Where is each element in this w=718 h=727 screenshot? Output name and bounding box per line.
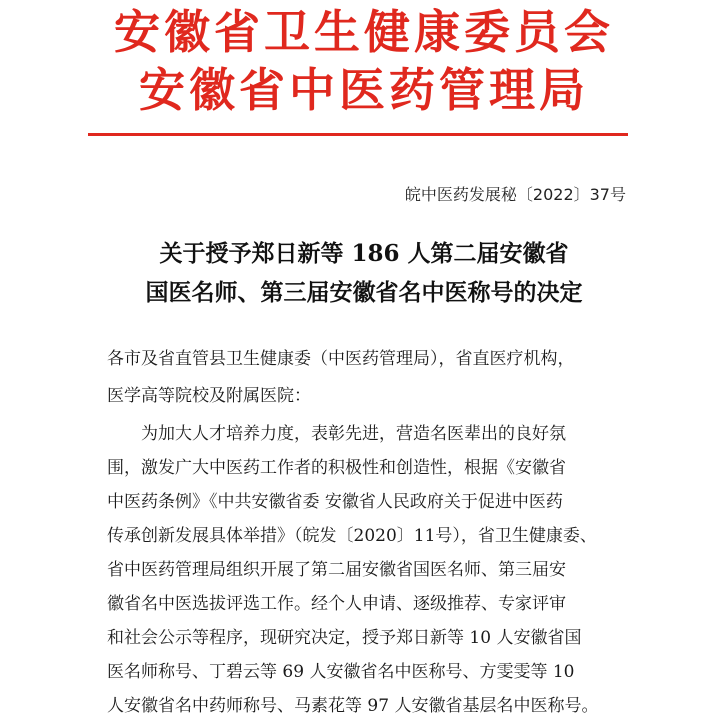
document-number: 皖中医药发展秘〔2022〕37号 <box>404 185 626 204</box>
title-line-2: 国医名师、第三届安徽省名中医称号的决定 <box>145 279 583 306</box>
body-line: 人安徽省名中药师称号、马素花等 97 人安徽省基层名中医称号。 <box>107 696 599 716</box>
body-line: 医学高等院校及附属医院： <box>107 386 311 406</box>
body-line: 和社会公示等程序，现研究决定，授予郑日新等 10 人安徽省国 <box>107 628 582 648</box>
letterhead-divider <box>88 133 628 136</box>
body-line: 医名师称号、丁碧云等 69 人安徽省名中医称号、方雯雯等 10 <box>107 662 575 682</box>
body-line: 省中医药管理局组织开展了第二届安徽省国医名师、第三届安 <box>107 560 566 580</box>
title-line-1: 关于授予郑日新等 186 人第二届安徽省 <box>159 240 569 267</box>
body-line: 各市及省直管县卫生健康委（中医药管理局），省直医疗机构， <box>107 349 575 369</box>
body-line: 为加大人才培养力度，表彰先进，营造名医辈出的良好氛 <box>141 424 566 444</box>
body-line: 徽省名中医选拔评选工作。经个人申请、逐级推荐、专家评审 <box>107 594 566 614</box>
letterhead-org-2: 安徽省中医药管理局 <box>139 63 589 117</box>
body-line: 围，激发广大中医药工作者的积极性和创造性，根据《安徽省 <box>107 458 566 478</box>
letterhead-org-1: 安徽省卫生健康委员会 <box>114 5 614 59</box>
body-line: 中医药条例》《中共安徽省委 安徽省人民政府关于促进中医药 <box>107 492 563 512</box>
body-line: 传承创新发展具体举措》（皖发〔2020〕11号），省卫生健康委、 <box>107 526 597 546</box>
